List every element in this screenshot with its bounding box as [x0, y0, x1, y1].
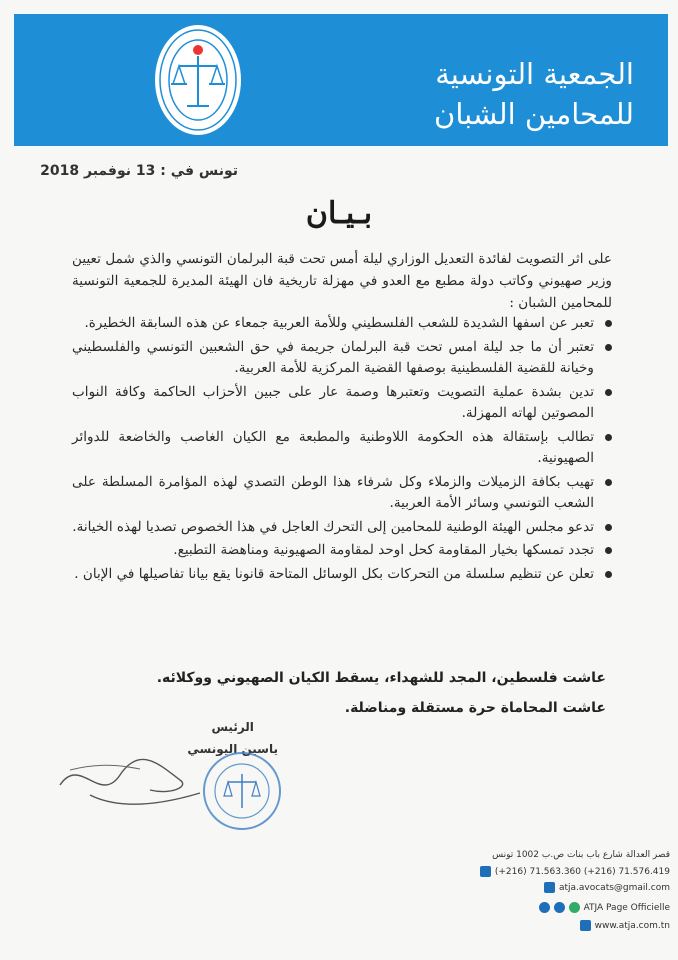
globe-icon: [580, 920, 591, 931]
list-item: [72, 564, 612, 586]
list-item: [72, 427, 612, 470]
list-item-text: تدين بشدة عملية التصويت وتعتبرها وصمة عار على جبين الأحزاب الحاكمة وكافة النواب المصوتين لهاته المهزلة.: [72, 383, 594, 421]
footer-social-row: [539, 902, 670, 913]
footer-phones: (+216) 71.563.360 (+216) 71.576.419: [494, 866, 670, 877]
list-item: [72, 472, 612, 515]
letterhead-banner: [14, 14, 668, 146]
document-title: بـيـان: [305, 196, 373, 231]
bullet-icon: [605, 524, 612, 531]
association-logo: [151, 20, 245, 140]
bullet-icon: [605, 547, 612, 554]
bullet-icon: [605, 389, 612, 396]
footer-facebook[interactable]: ATJA Page Officielle: [583, 902, 670, 913]
bullet-icon: [605, 434, 612, 441]
bullet-icon: [605, 320, 612, 327]
phone-icon: [480, 866, 491, 877]
youtube-icon[interactable]: [569, 902, 580, 913]
bullet-icon: [605, 571, 612, 578]
list-item: [72, 540, 612, 562]
list-item: [72, 517, 612, 539]
document-date: تونس في : 13 نوفمبر 2018: [40, 163, 238, 179]
bullet-icon: [605, 344, 612, 351]
intro-paragraph: على اثر التصويت لفائدة التعديل الوزاري ليلة أمس تحت قبة البرلمان التونسي والذي شمل تعيين وزير صهيوني وكاتب دولة مطبع مع العدو في مهزلة تاريخية فان الهيئة المديرة للجمعية التونسية للمحامين الشبان :: [72, 251, 612, 311]
bullet-icon: [605, 479, 612, 486]
footer-phone-row: [480, 866, 670, 877]
association-name-line1: الجمعية التونسية: [435, 57, 634, 91]
closing-slogans: [157, 663, 606, 723]
list-item: [72, 382, 612, 425]
footer-address-row: [492, 850, 670, 860]
footer-address: قصر العدالة شارع باب بنات ص.ب 1002 تونس: [492, 850, 670, 860]
list-item-text: تدعو مجلس الهيئة الوطنية للمحامين إلى التحرك العاجل في هذا الخصوص تصديا لهذه الخيانة.: [72, 518, 594, 535]
footer-email[interactable]: atja.avocats@gmail.com: [558, 882, 670, 893]
twitter-icon[interactable]: [554, 902, 565, 913]
signatory-role: الرئيس: [211, 720, 254, 734]
list-item-text: تجدد تمسكها بخيار المقاومة كحل اوحد لمقاومة الصهيونية ومناهضة التطبيع.: [173, 542, 594, 558]
signatory-name: ياسين اليونسي: [187, 742, 278, 756]
list-item-text: تعتبر أن ما جد ليلة امس تحت قبة البرلمان جريمة في حق الشعبين التونسي والفلسطيني وخيانة للقضية الفلسطينية بوصفها القضية المركزية للأمة العربية.: [72, 338, 594, 376]
list-item: [72, 337, 612, 380]
association-name-line2: للمحامين الشبان: [434, 97, 634, 131]
list-item: [72, 313, 612, 335]
footer-email-row: [544, 882, 670, 893]
footer-website-row: [580, 920, 670, 931]
facebook-icon[interactable]: [539, 902, 550, 913]
list-item-text: تعبر عن اسفها الشديدة للشعب الفلسطيني وللأمة العربية جمعاء عن هذه السابقة الخطيرة.: [84, 315, 594, 331]
association-name: [434, 54, 634, 134]
statement-points: [72, 313, 612, 587]
list-item-text: تهيب بكافة الزميلات والزملاء وكل شرفاء هذا الوطن التصدي لهذه المؤامرة المسلطة على الشعب التونسي وسائر الأمة العربية.: [72, 473, 594, 511]
footer-website[interactable]: www.atja.com.tn: [594, 920, 670, 931]
association-stamp: [200, 748, 284, 834]
handwritten-signature: [50, 735, 210, 815]
email-icon: [544, 882, 555, 893]
closing-line-2: عاشت المحاماة حرة مستقلة ومناضلة.: [344, 700, 606, 716]
list-item-text: تطالب بإستقالة هذه الحكومة اللاوطنية والمطبعة مع الكيان الغاصب والخاضعة للدوائر الصهيونية.: [72, 428, 594, 466]
closing-line-1: عاشت فلسطين، المجد للشهداء، يسقط الكيان الصهيوني ووكلائه.: [156, 670, 606, 686]
list-item-text: تعلن عن تنظيم سلسلة من التحركات بكل الوسائل المتاحة قانونا يقع بيانا تفاصيلها في الإبان .: [74, 565, 594, 582]
